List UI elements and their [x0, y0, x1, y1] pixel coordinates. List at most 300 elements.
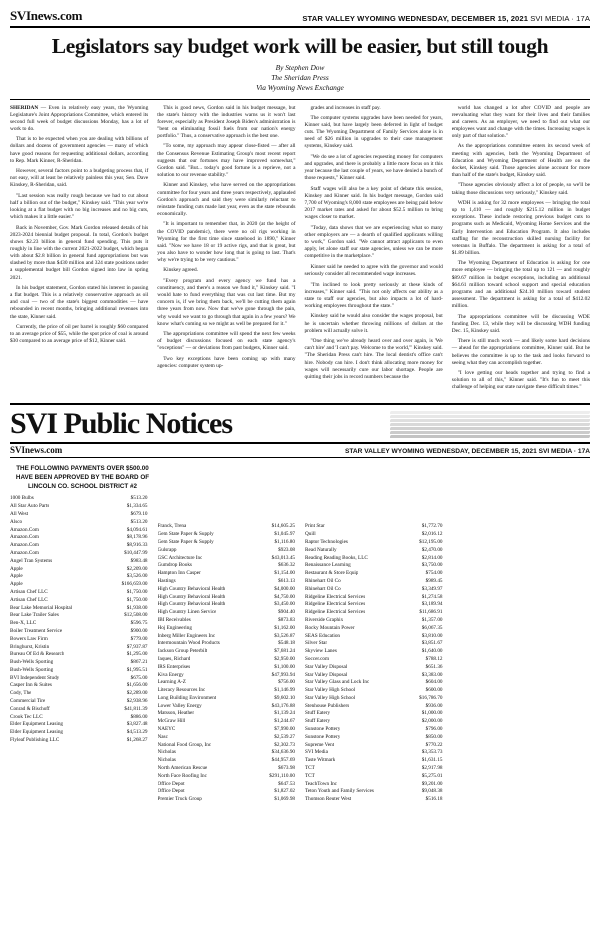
article-paragraph: The computer systems upgrades have been needed for years, Kinner said, but have largely been deferred in light of budget cuts. The Wyoming Department of Family Services alone is in need of $26 million in upgrades to their case management systems, Kinskey said. — [304, 115, 443, 150]
payee-name: High Country Behavioral Health — [157, 601, 226, 608]
payment-amount: $43,176.88 — [271, 702, 295, 709]
payee-name: Stuff Eatery — [305, 710, 331, 717]
payment-row — [10, 612, 148, 620]
payment-amount: $2,814.00 — [421, 554, 443, 561]
article-paragraph: Kinskey agreed. — [163, 267, 198, 274]
payment-row — [158, 796, 296, 804]
payee-name: Restaurant & Store Equip — [305, 570, 359, 577]
payee-name: Long Building Environment — [157, 694, 217, 701]
payment-amount: $936.00 — [425, 702, 443, 709]
payment-row — [305, 523, 443, 531]
payment-amount: $3,526.00 — [126, 573, 148, 580]
payee-name: Conrad & Bischoff — [10, 705, 50, 712]
article-paragraph: "To some, my approach may appear close-fisted — after all the Consensus Revenue Estimating Group's most recent report suggests that our fortunes may have improved somewhat," Gordon said. "But... today's good fortune is a reprieve, not a solution to our revenue stability." — [157, 143, 296, 178]
payee-name: Nasc — [157, 733, 168, 740]
payee-name: Matsson, Heather — [157, 710, 195, 717]
payment-row — [10, 519, 148, 527]
payee-name: Jackson Group Peterbilt — [157, 648, 208, 655]
payment-amount: $1,146.99 — [274, 687, 295, 694]
payment-amount: $2,539.27 — [274, 733, 295, 740]
payee-name: Bush-Wells Sporting — [10, 666, 54, 673]
payment-row — [158, 734, 296, 742]
payee-name: Thomson Reuter West — [305, 796, 352, 803]
article-paragraph: "One thing we've already heard over and over again, is 'We can't hire' and 'I can't pay. Welcome to the world,'" Kinskey said. "The Sheridan Press can't hire. The local dentist's office can't hire. Nobody can hire. I don't think allocating more money for wages will necessarily cure our labor shortage. People are quitting their jobs in record numbers because the — [304, 338, 443, 380]
payment-amount: $1,772.70 — [421, 523, 443, 530]
payment-row — [305, 765, 443, 773]
article-paragraph: As the appropriations committee enters its second week of meeting with agencies, both the Wyoming Department of Education and Wyoming Department of Health are on the docket, Kinskey said. Those agencies alone account for more than half of the state's budget, Kinskey said. — [451, 143, 590, 178]
payment-amount: $1,162.00 — [274, 624, 295, 631]
payment-row — [305, 656, 443, 664]
payment-amount: $1,631.15 — [421, 757, 443, 764]
article-paragraph: Back in November, Gov. Mark Gordon released details of his 2023-2024 biennial budget proposal. In total, Gordon's budget shows $2.23 billion in general fund spending. This puts it roughly in line with the current 2021-2022 budget, which began with about $2.8 billion in general fund appropriations but was slashed by more than $430 million and 324 state positions under a supplemental budget bill Gordon signed into law in spring 2021. — [10, 224, 149, 281]
payment-amount: $34,636.90 — [271, 749, 295, 756]
masthead — [10, 8, 590, 28]
payee-name: Commercial Tire — [10, 698, 46, 705]
payment-amount: $1,750.00 — [126, 596, 148, 603]
payee-name: Elder Equipment Leasing — [10, 721, 64, 728]
payee-name: Inberg Miller Engineers Inc — [157, 632, 216, 639]
article-paragraph: That is to be expected when you are dealing with billions of dollars and dozens of government agencies — many of which have good reasons for requesting additional dollars, according to Rep. Mark Kinner, R-Sheridan. — [10, 136, 149, 164]
payee-name: Print Star — [305, 523, 325, 530]
payment-row — [305, 570, 443, 578]
payee-name: BVI Independent Study — [10, 674, 60, 681]
payment-amount: $2,016.12 — [421, 531, 443, 538]
notices-publication: STAR VALLEY WYOMING — [344, 447, 425, 455]
masthead-publication: STAR VALLEY WYOMING — [302, 14, 396, 23]
payee-name: Angel Tran Systems — [10, 557, 53, 564]
column-spacer — [158, 495, 296, 523]
payment-amount: $1,100.00 — [274, 663, 295, 670]
payment-amount: $3,851.67 — [421, 640, 443, 647]
payment-amount: $3,526.87 — [274, 632, 295, 639]
payment-amount: $2,289.00 — [126, 690, 148, 697]
payment-amount: $788.12 — [425, 655, 443, 662]
payee-name: Bear Lake Trailer Sales — [10, 612, 59, 619]
article-paragraph: Currently, the price of oil per barrel is roughly $60 compared to an average price of $55, while the spot price of coal is around $30 compared to an average price of $12, Kinner said. — [10, 324, 149, 345]
payments-column-3 — [305, 495, 443, 804]
payment-amount: $47,993.94 — [271, 671, 295, 678]
payment-amount: $14,605.25 — [271, 523, 295, 530]
payment-amount: $2,938.96 — [126, 698, 148, 705]
article-paragraph: "I love getting our heads together and trying to find a solution to all of this," Kinner said. "It's fun to meet this challenge of helping our state navigate these difficult times." — [451, 370, 590, 391]
payee-name: Hastings — [157, 577, 176, 584]
payment-row — [10, 706, 148, 714]
payment-amount: $4,750.00 — [274, 593, 295, 600]
payee-name: Rhinehart Oil Co — [305, 577, 341, 584]
payment-row — [10, 589, 148, 597]
payee-name: Gulsrapp — [157, 546, 177, 553]
payment-amount: $2,209.00 — [126, 565, 148, 572]
payee-name: TeachTown Inc — [305, 780, 337, 787]
payee-name: Rocky Mountain Power — [305, 624, 355, 631]
payment-row — [305, 687, 443, 695]
byline-service: Via Wyoming News Exchange — [256, 82, 344, 92]
article-paragraph: "Last session was really rough because we had to cut about half a billion out of the budget," Kinskey said. "This year we're looking at a flat budget with no big increases and no big cuts, which makes it a little easier." — [10, 193, 149, 221]
payment-amount: $2,000.00 — [421, 718, 443, 725]
payee-name: Office Depot — [157, 780, 185, 787]
payee-name: Skyview Lanes — [305, 648, 337, 655]
payment-amount: $3,189.94 — [421, 601, 443, 608]
payment-row — [305, 617, 443, 625]
public-notices-banner — [10, 403, 590, 439]
payment-amount: $604.00 — [425, 679, 443, 686]
payee-name: High Country Behavioral Health — [157, 593, 226, 600]
payment-row — [305, 578, 443, 586]
article-paragraph: The appropriations committee will spend the next few weeks of budget discussions focused on each state agency's "exceptions" — or deviations from past budgets, Kinner said. — [157, 331, 296, 352]
payee-name: GSC Architecture Inc — [157, 554, 203, 561]
payment-row — [158, 765, 296, 773]
payment-amount: $4,513.29 — [126, 729, 148, 736]
payment-row — [305, 679, 443, 687]
payee-name: Amazon.Com — [10, 549, 39, 556]
article-paragraph: In his budget statement, Gordon stated his interest in passing a flat budget. This is a relatively conservative approach as oil and coal — two of the state's biggest commodities — have rebounded in recent months, bringing additional revenues into the state, Kinner said. — [10, 285, 149, 320]
payment-row — [158, 648, 296, 656]
payment-row — [158, 609, 296, 617]
article-headline: Legislators say budget work will be easier, but still tough — [51, 34, 549, 58]
payee-name: National Food Group, Inc — [157, 741, 212, 748]
payee-name: Star Valley Disposal — [305, 663, 348, 670]
payment-amount: $8,178.96 — [126, 534, 148, 541]
payee-name: All West — [10, 510, 29, 517]
payment-amount: $7,937.87 — [126, 643, 148, 650]
payment-amount: $7,681.24 — [274, 648, 295, 655]
payment-row — [158, 757, 296, 765]
payee-name: Ridgeline Electrical Services — [305, 601, 366, 608]
notices-header — [10, 444, 590, 458]
payment-amount: $1,827.02 — [274, 788, 295, 795]
payee-name: Star Valley High School — [305, 687, 356, 694]
payment-amount: $1,334.65 — [126, 503, 148, 510]
masthead-info — [302, 14, 590, 24]
payment-amount: $513.20 — [130, 518, 148, 525]
dateline: SHERIDAN — [10, 104, 41, 111]
payee-name: IBI Receivables — [157, 616, 191, 623]
payee-name: Artisan Chef LLC — [10, 596, 48, 603]
article-paragraph: There is still much work — and likely some hard decisions — ahead for the appropriations committee, Kinner said. But he believes the committee is up to the task and looks forward to seeing what they can accomplish together. — [451, 338, 590, 366]
payment-row — [10, 495, 148, 503]
payment-row — [158, 718, 296, 726]
payment-amount: $923.08 — [278, 546, 295, 553]
payment-row — [158, 523, 296, 531]
payment-amount: $43,013.45 — [271, 554, 295, 561]
payee-name: Star Valley High School — [305, 694, 356, 701]
payee-name: Riverside Graphix — [305, 616, 344, 623]
notices-section: SVI MEDIA · 17A — [538, 447, 590, 455]
notices-header-info — [345, 448, 590, 455]
payment-row — [10, 698, 148, 706]
payment-amount: $3,827.48 — [126, 721, 148, 728]
payments-title: THE FOLLOWING PAYMENTS OVER $500.00 HAVE BEEN APPROVED BY THE BOARD OF LINCOLN CO. SCHOOL DISTRICT #2 — [15, 464, 150, 491]
payment-amount: $675.00 — [130, 674, 148, 681]
payment-amount: $1,357.00 — [421, 616, 443, 623]
payee-name: Artisan Chef LLC — [10, 588, 48, 595]
article-byline — [10, 63, 590, 93]
payment-row — [158, 664, 296, 672]
article-paragraph: "It is important to remember that, in 2020 (at the height of the COVID pandemic), there were no oil rigs working in Wyoming for the first time since statehood in 1890," Kinner said. "Now we have 18 or 19 active rigs, and that is great, but you also have to wonder how long that is going to last. That's why we're trying to be very cautious." — [157, 221, 296, 263]
payment-row — [158, 679, 296, 687]
article-column-4 — [452, 105, 590, 395]
payee-name: 1000 Bulbs — [10, 495, 34, 502]
payee-name: Amazon.Com — [10, 534, 39, 541]
payment-row — [10, 534, 148, 542]
payee-name: Jaques, Richard — [157, 655, 191, 662]
payment-row — [10, 597, 148, 605]
payment-amount: $1,750.00 — [126, 588, 148, 595]
payment-amount: $3,810.00 — [421, 632, 443, 639]
payee-name: Hoj Engineering — [157, 624, 192, 631]
article-paragraph: Kinner said he needed to agree with the governor and would seriously consider all recommended wage increases. — [304, 263, 443, 277]
payment-row — [305, 718, 443, 726]
payment-amount: $7,990.00 — [274, 726, 295, 733]
payment-row — [305, 531, 443, 539]
payment-row — [10, 542, 148, 550]
payee-name: Stuff Eatery — [305, 718, 331, 725]
payment-amount: $9,602.10 — [274, 694, 295, 701]
payment-row — [10, 620, 148, 628]
article-paragraph: However, several factors point to a budgeting process that, if not easy, will at least be relatively painless this year, Sen. Dave Kinskey, R-Sheridan, said. — [10, 168, 149, 189]
payee-name: Gumdrop Books — [157, 562, 192, 569]
payment-amount: $3,353.73 — [421, 749, 443, 756]
payment-row — [158, 555, 296, 563]
payment-row — [158, 773, 296, 781]
payment-amount: $983.48 — [130, 557, 148, 564]
payment-amount: $1,244.67 — [274, 718, 295, 725]
masthead-date: WEDNESDAY, DECEMBER 15, 2021 — [398, 14, 529, 23]
payment-row — [305, 664, 443, 672]
payee-name: Ben-X, LLC — [10, 620, 37, 627]
payment-amount: $596.75 — [130, 620, 148, 627]
payment-amount: $12,195.00 — [419, 538, 443, 545]
payment-amount: $16,786.70 — [419, 694, 443, 701]
article-paragraph: The Wyoming Department of Education is asking for one more employee — bringing the total up to 121 — and roughly $89.67 million in budget exceptions, including an additional $64.61 million toward school support and special education programs and an additional $24.10 million toward student assessment. The department is asking for a total of $412.02 million. — [451, 260, 590, 309]
article-body — [10, 99, 590, 395]
payment-row — [305, 547, 443, 555]
payment-row — [305, 586, 443, 594]
payment-row — [10, 659, 148, 667]
article-paragraph: This is good news, Gordon said in his budget message, but the state's history with the industries warns us it won't last forever, especially as President Joseph Biden's administration is "bent on eliminating fossil fuels from our nation's energy portfolio." Thus, a conservative approach is the best one. — [157, 104, 296, 139]
payment-row — [10, 550, 148, 558]
payments-column-1 — [10, 495, 148, 804]
article-paragraph: SHERIDAN — Even in relatively easy years, the Wyoming Legislature's Joint Appropriations Committee, which entered its second full week of budget discussions Monday, has a lot of work to do. — [10, 104, 149, 132]
payee-name: Amazon.Com — [10, 526, 39, 533]
payment-amount: $2,917.98 — [421, 765, 443, 772]
payment-amount: $513.20 — [130, 495, 148, 502]
payee-name: Ridgeline Electrical Services — [305, 593, 366, 600]
payment-amount: $41,811.39 — [124, 705, 148, 712]
payment-row — [305, 734, 443, 742]
payment-amount: $9,201.00 — [421, 780, 443, 787]
payment-amount: $1,295.00 — [126, 651, 148, 658]
payee-name: Intermountain Wood Products — [157, 640, 220, 647]
article-paragraph: "Every program and every agency we fund has a constituency, and there's a reason we fund it," Kinskey said. "I would hate to fund everything that was cut last time. But my concern is, if we bring them back, we'll be cutting them again three years from now. Now that we've gone through the pain, why would we want to go through that again in a few years? We know what's coming so we might as well be prepared for it." — [157, 278, 296, 327]
payment-amount: $11,686.91 — [419, 609, 443, 616]
payment-amount: $1,154.00 — [274, 570, 295, 577]
payment-amount: $651.36 — [425, 663, 443, 670]
payment-amount: $3,349.97 — [421, 585, 443, 592]
article-paragraph: Kinner and Kinskey, who have served on the appropriations committee for four years and three years respectively, applauded Gordon's approach and said they were similarly reluctant to reinstate funding cuts made last year, even as the state rebounds economically. — [157, 182, 296, 217]
article-paragraph: "I'm inclined to look pretty seriously at these kinds of increases," Kinner said. "This not only affects our ability as a state to staff our agencies, but also impacts a lot of hard-working employees throughout the state." — [304, 281, 443, 309]
payee-name: Kiva Energy — [157, 671, 184, 678]
payee-name: Apple — [10, 573, 23, 580]
payee-name: McGraw Hill — [157, 718, 186, 725]
payment-amount: $1,995.51 — [126, 666, 148, 673]
payment-row — [10, 511, 148, 519]
payment-row — [10, 503, 148, 511]
payment-amount: $796.00 — [425, 726, 443, 733]
payee-name: Stenhouse Publishers — [305, 702, 350, 709]
payee-name: Alsco — [10, 518, 23, 525]
payment-amount: $1,268.27 — [126, 737, 148, 744]
payee-name: Literacy Resources Inc — [157, 687, 206, 694]
payment-row — [305, 796, 443, 804]
notices-date: WEDNESDAY, DECEMBER 15, 2021 — [426, 447, 537, 455]
payment-amount: $636.32 — [278, 562, 295, 569]
payment-row — [158, 656, 296, 664]
article-paragraph: grades and increases in staff pay. — [310, 104, 381, 111]
payment-amount: $4,094.61 — [126, 526, 148, 533]
payee-name: Quill — [305, 531, 316, 538]
masthead-logo: SVInews.com — [10, 8, 83, 23]
payment-row — [10, 667, 148, 675]
payee-name: Amazon.Com — [10, 542, 39, 549]
payment-row — [10, 737, 148, 745]
payee-name: IRS Enterprises — [157, 663, 191, 670]
payment-amount: $6,067.35 — [421, 624, 443, 631]
payment-amount: $516.18 — [425, 796, 443, 803]
article-paragraph: Staff wages will also be a key point of debate this session, Kinskey and Kinner said. In his budget message, Gordon said 7,700 of Wyoming's 8,000 state employees are being paid below 2017 market rates and asked for about $52.5 million to bring wages closer to market. — [304, 185, 443, 221]
article-paragraph: Two key exceptions have been coming up with many agencies: computer system up- — [157, 356, 296, 370]
payee-name: Sunstone Pottery — [305, 726, 341, 733]
payee-name: SVI Media — [305, 749, 328, 756]
payment-amount: $850.00 — [425, 733, 443, 740]
payment-row — [10, 636, 148, 644]
payee-name: Bear Lake Memorial Hospital — [10, 604, 73, 611]
article-paragraph: world has changed a lot after COVID and people are reevaluating what they want for their lives and their families and careers. As an employer, we need to find out what our employees want and change with the times. Increasing wages is only part of that solution." — [451, 104, 590, 139]
payee-name: Hampton Inn Casper — [157, 570, 201, 577]
payment-amount: $867.21 — [130, 659, 148, 666]
payee-name: Gem State Paper & Supply — [157, 538, 214, 545]
payee-name: Franck, Trena — [157, 523, 187, 530]
payment-row — [158, 695, 296, 703]
payment-row — [158, 640, 296, 648]
payment-amount: $291,110.00 — [269, 772, 295, 779]
payee-name: Crook Tec LLC — [10, 713, 43, 720]
payee-name: Star Valley Disposal — [305, 671, 348, 678]
payment-row — [10, 690, 148, 698]
payment-row — [158, 633, 296, 641]
payee-name: Bureau Of Ed & Research — [10, 651, 65, 658]
payment-amount: $2,470.00 — [421, 546, 443, 553]
payment-row — [158, 539, 296, 547]
payment-amount: $8,916.33 — [126, 542, 148, 549]
payment-row — [305, 788, 443, 796]
payee-name: Bush-Wells Sporting — [10, 659, 54, 666]
payment-amount: $2,950.00 — [274, 655, 295, 662]
payee-name: Silver Star — [305, 640, 328, 647]
payee-name: Taste Witmark — [305, 757, 336, 764]
payee-name: NAEYC — [157, 726, 176, 733]
payment-row — [158, 547, 296, 555]
payment-row — [305, 640, 443, 648]
payments-column-4 — [453, 495, 591, 804]
payee-name: Lower Valley Energy — [157, 702, 202, 709]
payee-name: Ridgeline Electrical Services — [305, 609, 366, 616]
column-spacer — [305, 495, 443, 523]
payment-amount: $679.10 — [130, 510, 148, 517]
payment-amount: $754.00 — [425, 570, 443, 577]
payment-row — [305, 539, 443, 547]
payee-name: Rhinehart Oil Co — [305, 585, 341, 592]
payment-amount: $1,938.00 — [126, 604, 148, 611]
payment-amount: $1,656.00 — [126, 682, 148, 689]
payment-row — [10, 581, 148, 589]
payment-row — [158, 625, 296, 633]
payment-amount: $2,302.73 — [274, 741, 295, 748]
payment-row — [305, 695, 443, 703]
payment-amount: $1,116.80 — [274, 538, 295, 545]
byline-publication: The Sheridan Press — [271, 72, 329, 82]
payment-row — [158, 570, 296, 578]
payee-name: Cody, The — [10, 690, 32, 697]
payee-name: Elder Equipment Leasing — [10, 729, 64, 736]
payment-amount: $613.13 — [278, 577, 295, 584]
payee-name: Apple — [10, 565, 23, 572]
article-column-3 — [305, 105, 443, 395]
payee-name: Renaissance Learning — [305, 562, 351, 569]
payment-row — [158, 726, 296, 734]
article-paragraph: "We do see a lot of agencies requesting money for computers and upgrades, and there is probably a little more focus on it this year because the last couple of years, we have denied a bunch of those requests," Kinner said. — [304, 154, 443, 182]
payment-amount: $779.00 — [130, 635, 148, 642]
payment-amount: $4,000.00 — [274, 585, 295, 592]
payment-row — [305, 601, 443, 609]
payment-amount: $1,139.24 — [274, 710, 295, 717]
payment-row — [10, 628, 148, 636]
payment-amount: $5,275.01 — [421, 772, 443, 779]
public-notices-title: SVI Public Notices — [10, 406, 232, 440]
payee-name: Bowers Law Firm — [10, 635, 48, 642]
payment-amount: $647.53 — [278, 780, 295, 787]
article-paragraph: Kinskey said he would also consider the wages proposal, but he is uncertain whether throwing millions of dollars at the problem will actually solve it. — [304, 313, 443, 334]
payment-row — [158, 562, 296, 570]
payee-name: Sunstone Pottery — [305, 733, 341, 740]
payment-amount: $166,659.00 — [121, 581, 148, 588]
payment-amount: $10,447.99 — [124, 549, 148, 556]
article-paragraph: WDH is asking for 32 more employees — bringing the total up to 1,410 — and roughly $215.12 million in budget exceptions. These include restoring previous budget cuts to programs such as Medicaid, Wyoming Home Services and the Early Intervention and Education Program. It also includes staffing for the reconstruction skilled nursing facility for veterans in Buffalo. The department is asking for a total of $1.89 billion. — [451, 200, 590, 256]
payee-name: Nicholas — [157, 749, 176, 756]
payment-row — [305, 609, 443, 617]
payment-row — [305, 648, 443, 656]
payment-amount: $1,640.00 — [421, 648, 443, 655]
payment-row — [10, 573, 148, 581]
payee-name: Soccer.com — [305, 655, 330, 662]
byline-author: By Stephen Dow — [275, 62, 325, 72]
payee-name: Bringhurst, Kristin — [10, 643, 50, 650]
payment-amount: $873.83 — [278, 616, 295, 623]
payee-name: Teton Youth and Family Services — [305, 788, 374, 795]
payment-amount: $989.45 — [425, 577, 443, 584]
payment-amount: $3,750.00 — [421, 562, 443, 569]
payment-amount: $44,957.69 — [271, 757, 295, 764]
payment-row — [158, 687, 296, 695]
payee-name: Casper Inn & Suites — [10, 682, 52, 689]
payment-amount: $3,450.00 — [274, 601, 295, 608]
payment-row — [305, 757, 443, 765]
payment-amount: $673.98 — [278, 765, 295, 772]
payee-name: Nicholas — [157, 757, 176, 764]
payment-amount: $600.00 — [425, 687, 443, 694]
payee-name: High Country Behavioral Health — [157, 585, 226, 592]
payment-row — [305, 562, 443, 570]
